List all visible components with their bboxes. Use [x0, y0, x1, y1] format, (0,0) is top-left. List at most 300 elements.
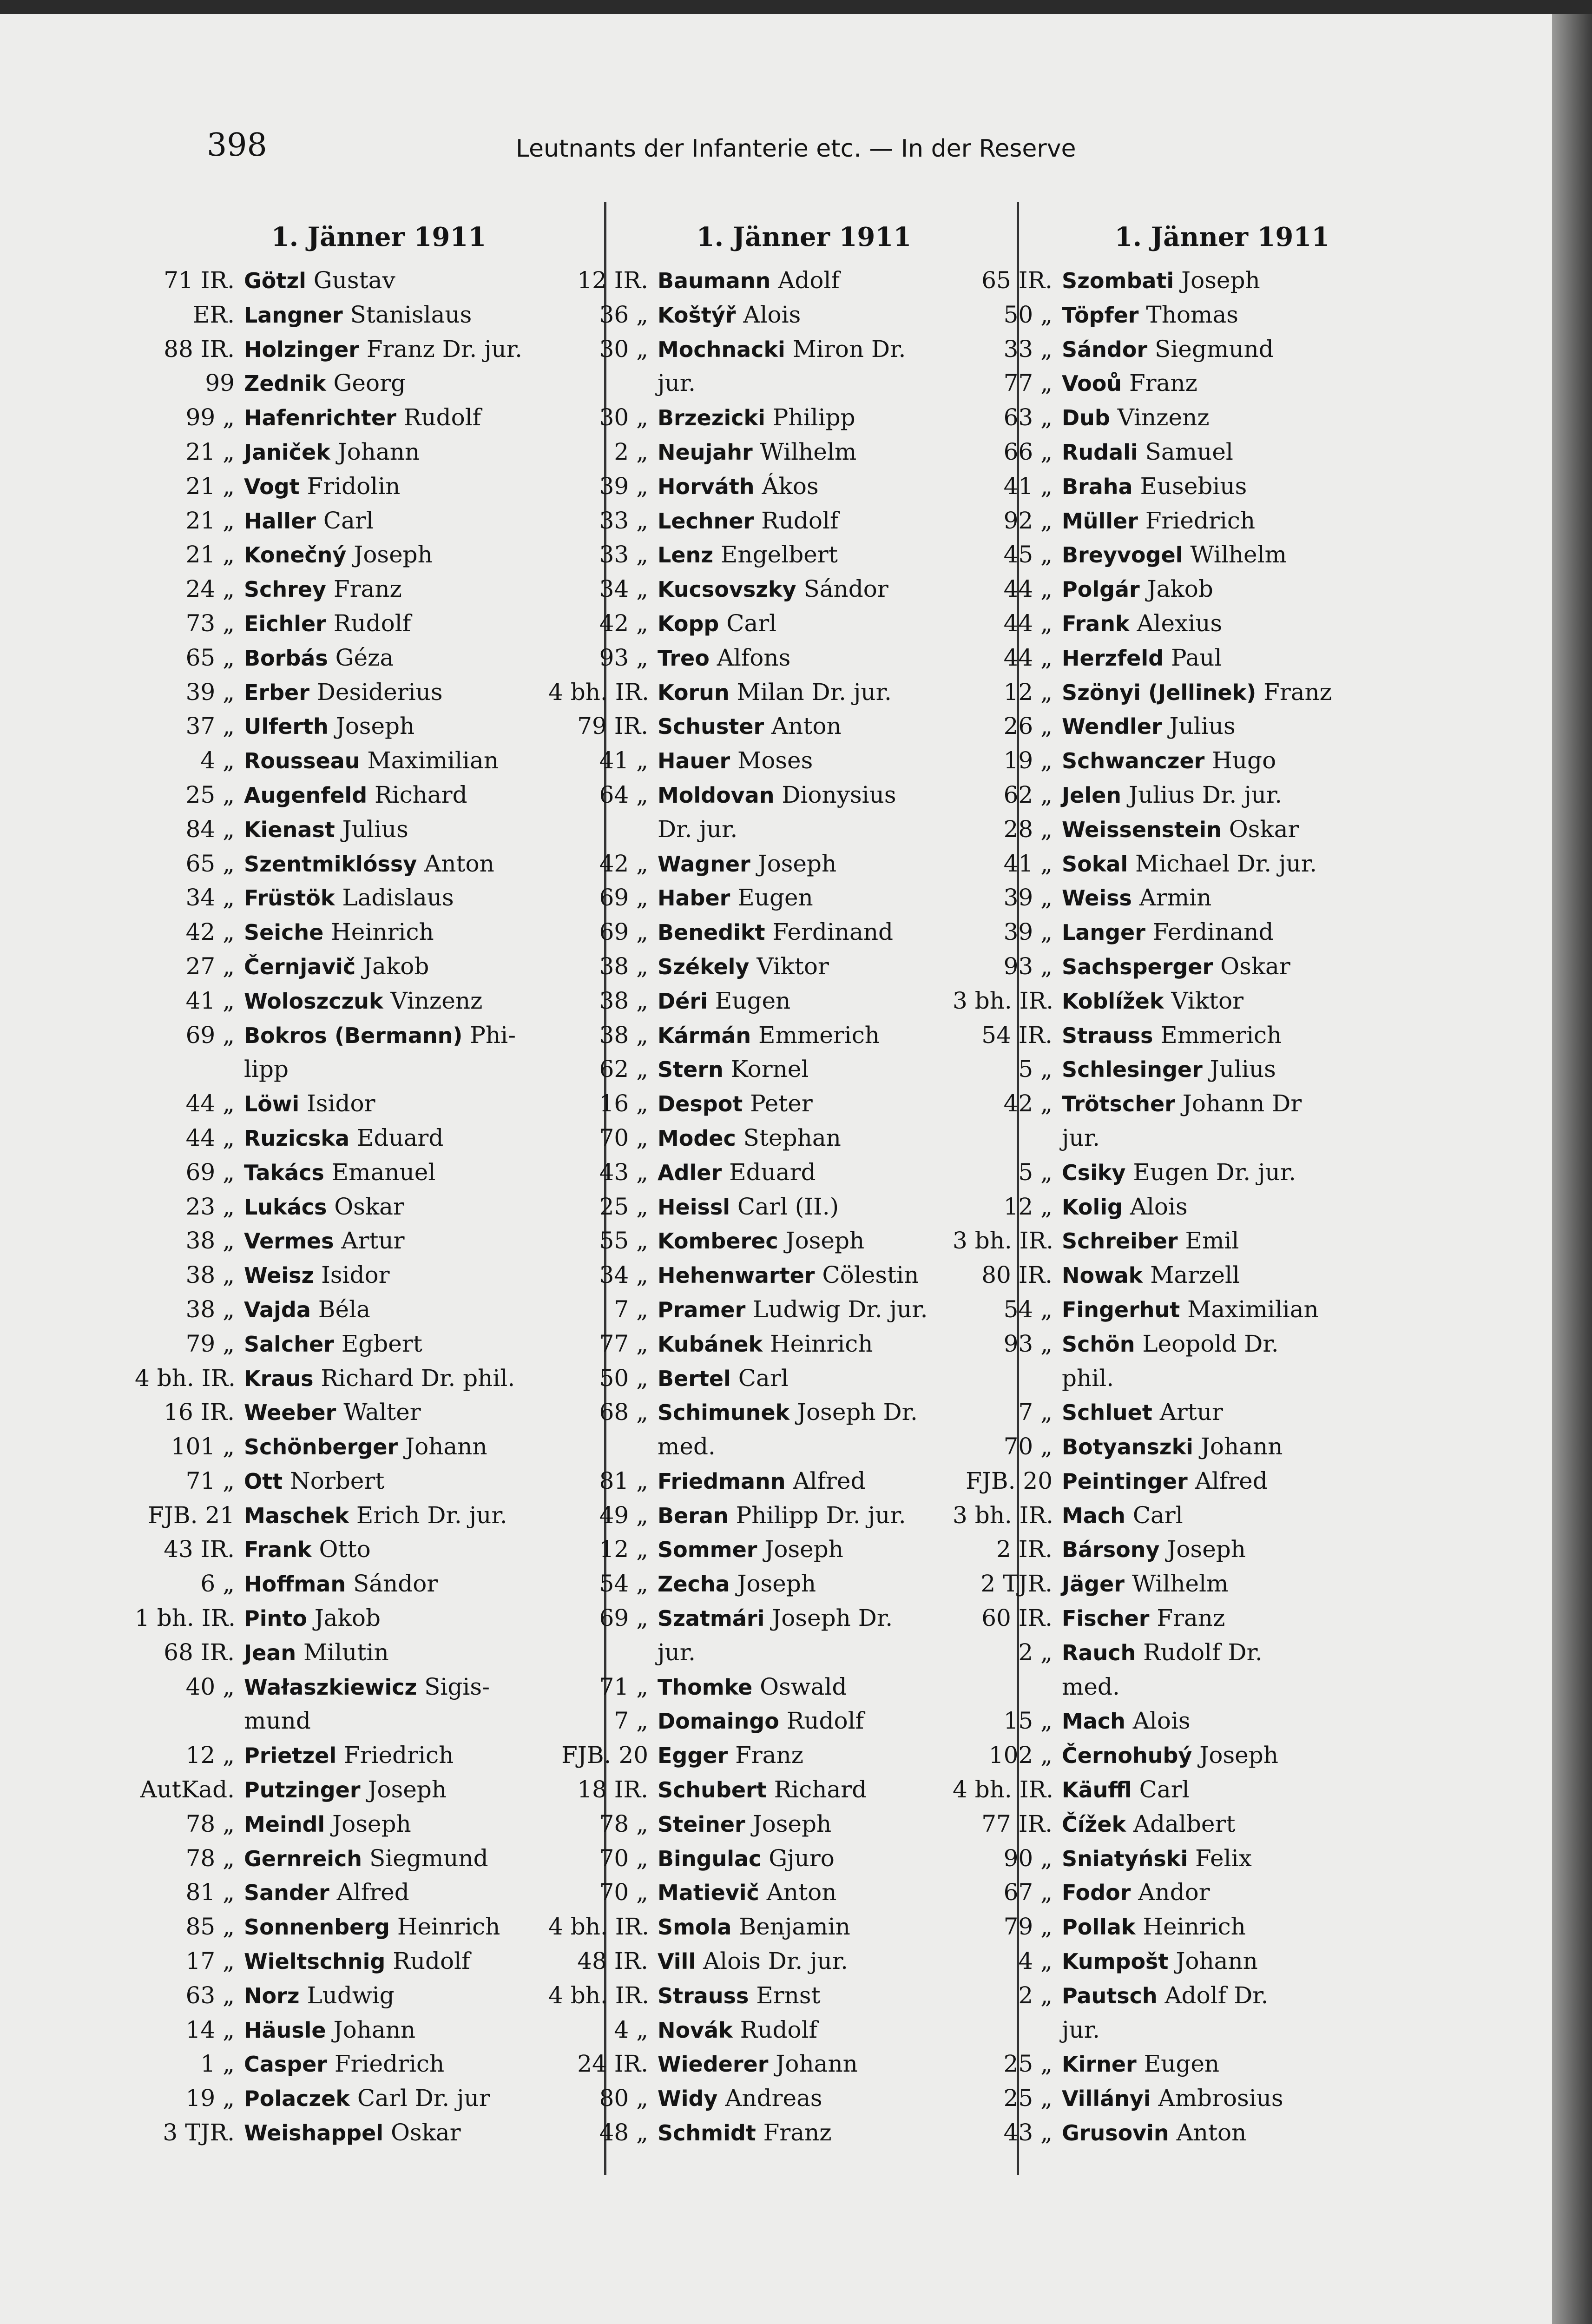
list-entry	[548, 2116, 957, 2150]
entry-name	[658, 401, 855, 436]
given-name-and-title: Adolf Dr.	[1157, 1981, 1269, 2009]
surname: Herzfeld	[1062, 645, 1164, 671]
regiment-number: 21 „	[185, 541, 235, 568]
list-entry	[548, 709, 957, 744]
list-entry	[953, 950, 1362, 984]
regiment-number: 39 „	[599, 472, 648, 500]
list-entry	[953, 1738, 1362, 1773]
given-name-and-title: Julius	[335, 815, 408, 843]
entry-name	[244, 504, 374, 539]
given-name-and-title: Jakob	[1139, 575, 1213, 603]
regiment-number: 36 „	[599, 301, 648, 328]
given-name-and-title: Alfred	[329, 1879, 409, 1906]
list-entry	[953, 435, 1362, 469]
entry-continuation-text: med.	[658, 1433, 716, 1460]
entry-name	[244, 1327, 422, 1362]
given-name-and-title: Eusebius	[1132, 472, 1247, 500]
list-entry	[548, 950, 957, 984]
regiment-number: 54 „	[1003, 1295, 1053, 1323]
list-entry	[953, 1601, 1362, 1636]
list-entry	[548, 847, 957, 881]
given-name-and-title: Emanuel	[324, 1158, 436, 1186]
entry-name	[244, 1018, 516, 1053]
regiment-number: 4 bh. IR.	[953, 1776, 1053, 1803]
surname: Wagner	[658, 851, 750, 877]
list-entry	[548, 1773, 957, 1807]
surname: Putzinger	[244, 1777, 361, 1803]
regiment-number: 45 „	[1003, 541, 1053, 568]
regiment-number: 42 „	[599, 850, 648, 877]
given-name-and-title: Jakob	[307, 1604, 381, 1632]
regiment-number: 80 IR.	[981, 1261, 1053, 1289]
regiment-number: 41 „	[599, 747, 648, 774]
surname: Jean	[244, 1640, 296, 1665]
surname: Bingulac	[658, 1846, 762, 1871]
list-entry	[953, 1224, 1362, 1258]
regiment-number: 84 „	[185, 815, 235, 843]
surname: Fischer	[1062, 1606, 1150, 1631]
given-name-and-title: Adalbert	[1126, 1810, 1236, 1837]
regiment-number: 39 „	[1003, 884, 1053, 911]
regiment-number: 2 TJR.	[980, 1570, 1053, 1598]
given-name-and-title: Anton	[417, 850, 494, 877]
entry-name	[658, 1670, 847, 1705]
surname: Sándor	[1062, 337, 1148, 362]
entry-name	[244, 1636, 389, 1670]
entry-name	[1062, 435, 1233, 470]
given-name-and-title: Joseph	[346, 541, 433, 568]
entry-name	[244, 538, 433, 573]
list-entry	[953, 332, 1362, 367]
given-name-and-title: Emmerich	[1153, 1021, 1282, 1049]
list-entry	[135, 1910, 544, 1944]
list-entry	[135, 675, 544, 710]
given-name-and-title: Eduard	[722, 1158, 816, 1186]
regiment-number: 30 „	[599, 404, 648, 431]
entry-name	[244, 1361, 515, 1396]
list-entry	[135, 1430, 544, 1464]
given-name-and-title: Viktor	[749, 952, 829, 980]
surname: Vermes	[244, 1228, 334, 1254]
given-name-and-title: Oswald	[752, 1673, 847, 1700]
regiment-number: 7 „	[1018, 1399, 1053, 1426]
regiment-number: 65 „	[185, 850, 235, 877]
regiment-number: 79 „	[185, 1330, 235, 1357]
regiment-number: 4 bh. IR.	[135, 1364, 236, 1392]
given-name-and-title: Michael Dr. jur.	[1128, 850, 1317, 877]
given-name-and-title: Johann	[1168, 1948, 1258, 1975]
given-name-and-title: Cölestin	[815, 1261, 919, 1289]
entry-name	[1062, 1430, 1283, 1465]
given-name-and-title: Gustav	[306, 267, 395, 294]
given-name-and-title: Moses	[730, 747, 813, 774]
given-name-and-title: Rudolf	[779, 1707, 864, 1735]
regiment-number: 78 „	[599, 1810, 648, 1837]
list-entry	[953, 2116, 1362, 2150]
given-name-and-title: Dionysius	[774, 781, 896, 808]
regiment-number: 37 „	[185, 713, 235, 740]
surname: Hehenwarter	[658, 1263, 815, 1288]
given-name-and-title: Rudolf	[754, 507, 839, 534]
surname: Weeber	[244, 1400, 336, 1426]
entry-name	[244, 1875, 409, 1910]
given-name-and-title: Artur	[1152, 1399, 1223, 1426]
regiment-number: 12 „	[1003, 1193, 1053, 1220]
given-name-and-title: Adolf	[770, 267, 840, 294]
surname: Wieltschnig	[244, 1949, 386, 1974]
given-name-and-title: Alois Dr. jur.	[696, 1948, 849, 1975]
surname: Eichler	[244, 611, 326, 636]
given-name-and-title: Julius Dr. jur.	[1121, 781, 1283, 808]
list-entry	[953, 1807, 1362, 1842]
surname: Déri	[658, 988, 708, 1014]
entry-name	[244, 1567, 438, 1602]
list-entry-continuation	[548, 1636, 957, 1670]
entry-name	[1062, 1293, 1319, 1327]
given-name-and-title: Ernst	[749, 1981, 821, 2009]
surname: Lechner	[658, 508, 754, 534]
entry-name	[1062, 298, 1238, 333]
surname: Weiss	[1062, 885, 1132, 911]
surname: Szatmári	[658, 1606, 765, 1631]
entry-name	[1062, 1601, 1225, 1636]
given-name-and-title: Carl Dr. jur	[349, 2085, 490, 2112]
given-name-and-title: Phi-	[462, 1021, 516, 1049]
surname: Frank	[1062, 611, 1130, 636]
given-name-and-title: Emmerich	[751, 1021, 880, 1049]
given-name-and-title: Joseph	[1174, 267, 1260, 294]
given-name-and-title: Felix	[1188, 1844, 1252, 1872]
list-entry	[953, 572, 1362, 607]
list-entry	[548, 1532, 957, 1567]
surname: Fodor	[1062, 1880, 1131, 1906]
list-entry	[548, 1052, 957, 1087]
regiment-number: 15 „	[1003, 1707, 1053, 1735]
entry-name	[1062, 1738, 1278, 1773]
surname: Widy	[658, 2086, 718, 2112]
regiment-number: 25 „	[1003, 2050, 1053, 2078]
surname: Breyvogel	[1062, 542, 1183, 568]
entry-name	[658, 709, 842, 744]
given-name-and-title: Carl	[1125, 1501, 1183, 1529]
surname: Heissl	[658, 1194, 730, 1220]
list-entry	[953, 1944, 1362, 1979]
surname: Botyanszki	[1062, 1434, 1193, 1460]
surname: Rousseau	[244, 748, 360, 774]
regiment-number: 77 IR.	[981, 1810, 1053, 1837]
list-entry	[135, 1361, 544, 1396]
list-entry	[548, 1018, 957, 1053]
regiment-number: 38 „	[599, 952, 648, 980]
entry-name	[1062, 675, 1332, 710]
list-entry	[548, 401, 957, 435]
entry-name	[1062, 778, 1282, 813]
list-entry	[953, 469, 1362, 504]
given-name-and-title: Benjamin	[731, 1913, 850, 1941]
entry-name	[658, 675, 892, 710]
surname: Schimunek	[658, 1400, 790, 1426]
entry-name	[1062, 1567, 1229, 1602]
surname: Kolig	[1062, 1194, 1123, 1220]
entry-name	[1062, 1395, 1223, 1430]
list-entry	[548, 1155, 957, 1190]
regiment-number: 34 „	[599, 1261, 648, 1289]
given-name-and-title: Richard Dr. phil.	[313, 1364, 515, 1392]
given-name-and-title: Paul	[1164, 644, 1222, 671]
given-name-and-title: Franz	[728, 1742, 804, 1769]
entry-name	[658, 607, 776, 641]
given-name-and-title: Erich Dr. jur.	[349, 1501, 507, 1529]
given-name-and-title: Rudolf	[326, 609, 411, 637]
surname: Schuster	[658, 714, 764, 739]
entry-name	[658, 1464, 866, 1499]
regiment-number: 93 „	[1003, 952, 1053, 980]
regiment-number: 48 „	[599, 2119, 648, 2146]
entry-name	[1062, 366, 1197, 401]
given-name-and-title: Andor	[1131, 1879, 1210, 1906]
list-entry	[135, 881, 544, 915]
list-entry	[548, 1704, 957, 1738]
regiment-number: 3 bh. IR.	[953, 1501, 1053, 1529]
regiment-number: 1 „	[200, 2050, 235, 2078]
regiment-number: AutKad.	[140, 1776, 235, 1803]
regiment-number: 38 „	[185, 1227, 235, 1254]
list-entry	[953, 641, 1362, 675]
given-name-and-title: Sándor	[346, 1570, 438, 1598]
given-name-and-title: Walter	[336, 1399, 421, 1426]
given-name-and-title: Joseph	[328, 713, 415, 740]
surname: Weissenstein	[1062, 817, 1222, 842]
given-name-and-title: Heinrich	[389, 1913, 500, 1941]
given-name-and-title: Joseph	[745, 1810, 832, 1837]
entry-name	[244, 1601, 381, 1636]
entry-name	[1062, 950, 1290, 984]
surname: Sokal	[1062, 851, 1128, 877]
entry-name	[244, 1224, 405, 1259]
given-name-and-title: Alfons	[709, 644, 791, 671]
surname: Komberec	[658, 1228, 778, 1254]
list-entry	[953, 675, 1362, 710]
entry-name	[658, 1944, 848, 1979]
given-name-and-title: Joseph Dr.	[764, 1604, 893, 1632]
officer-list-column-1	[135, 264, 544, 2150]
surname: Schwanczer	[1062, 748, 1205, 774]
surname: Käuffl	[1062, 1777, 1132, 1803]
given-name-and-title: Heinrich	[763, 1330, 873, 1357]
entry-name	[244, 778, 467, 813]
regiment-number: 48 IR.	[577, 1948, 648, 1975]
regiment-number: 27 „	[185, 952, 235, 980]
page-edge-shadow	[1552, 14, 1592, 2324]
regiment-number: 54 „	[599, 1570, 648, 1598]
regiment-number: 3 bh. IR.	[953, 987, 1053, 1014]
regiment-number: 24 „	[185, 575, 235, 603]
regiment-number: 67 „	[1003, 1879, 1053, 1906]
regiment-number: 71 IR.	[164, 267, 235, 294]
regiment-number: ER.	[192, 301, 235, 328]
surname: Benedikt	[658, 920, 765, 945]
surname: Kienast	[244, 817, 335, 842]
given-name-and-title: Joseph	[757, 1536, 843, 1563]
entry-name	[1062, 1018, 1282, 1053]
list-entry	[135, 1499, 544, 1533]
surname: Woloszczuk	[244, 988, 383, 1014]
given-name-and-title: Milutin	[296, 1638, 389, 1666]
entry-name	[244, 1087, 375, 1122]
list-entry-continuation	[548, 812, 957, 847]
surname: Kraus	[244, 1366, 314, 1391]
surname: Müller	[1062, 508, 1138, 534]
given-name-and-title: Wilhelm	[752, 438, 857, 465]
surname: Egger	[658, 1743, 728, 1769]
given-name-and-title: Joseph	[360, 1776, 447, 1803]
list-entry	[953, 1773, 1362, 1807]
given-name-and-title: Marzell	[1143, 1261, 1240, 1289]
surname: Lukács	[244, 1194, 327, 1220]
given-name-and-title: Johann	[1193, 1433, 1283, 1460]
entry-name	[658, 298, 801, 333]
regiment-number: 21 „	[185, 472, 235, 500]
list-entry	[135, 641, 544, 675]
list-entry	[135, 1807, 544, 1842]
regiment-number: 102 „	[988, 1742, 1053, 1769]
regiment-number: 85 „	[185, 1913, 235, 1941]
list-entry	[548, 778, 957, 812]
given-name-and-title: Rudolf	[396, 404, 481, 431]
list-entry	[548, 881, 957, 915]
surname: Fingerhut	[1062, 1297, 1180, 1322]
list-entry	[953, 1636, 1362, 1670]
surname: Salcher	[244, 1331, 334, 1357]
surname: Ott	[244, 1468, 283, 1494]
surname: Schmidt	[658, 2120, 756, 2146]
given-name-and-title: Rudolf Dr.	[1136, 1638, 1263, 1666]
list-entry	[953, 298, 1362, 332]
entry-name	[1062, 1258, 1240, 1293]
entry-name	[658, 1361, 789, 1396]
entry-name	[244, 950, 429, 984]
given-name-and-title: Emil	[1178, 1227, 1239, 1254]
given-name-and-title: Maximilian	[1180, 1295, 1319, 1323]
regiment-number: 69 „	[185, 1158, 235, 1186]
given-name-and-title: Norbert	[283, 1467, 385, 1494]
entry-name	[244, 1910, 500, 1945]
entry-name	[1062, 984, 1243, 1019]
given-name-and-title: Johann Dr	[1175, 1090, 1302, 1117]
list-entry	[548, 1670, 957, 1704]
list-entry	[953, 1910, 1362, 1944]
given-name-and-title: Joseph	[730, 1570, 816, 1598]
given-name-and-title: Ferdinand	[1145, 918, 1274, 946]
surname: Löwi	[244, 1091, 300, 1117]
entry-continuation-text: Dr. jur.	[658, 815, 738, 843]
list-entry	[953, 984, 1362, 1018]
entry-name	[658, 1224, 864, 1259]
regiment-number: 65 IR.	[981, 267, 1053, 294]
entry-name	[1062, 1979, 1269, 2014]
list-entry	[953, 778, 1362, 812]
entry-name	[658, 1842, 835, 1876]
entry-name	[658, 538, 838, 573]
surname: Kumpošt	[1062, 1949, 1169, 1974]
list-entry	[548, 2081, 957, 2116]
regiment-number: 54 IR.	[981, 1021, 1053, 1049]
entry-name	[244, 847, 494, 882]
list-entry	[953, 1258, 1362, 1293]
entry-name	[244, 1670, 490, 1705]
list-entry-continuation	[548, 1430, 957, 1464]
list-entry	[135, 401, 544, 435]
given-name-and-title: Egbert	[334, 1330, 422, 1357]
entry-name	[244, 1121, 443, 1156]
surname: Wałaszkiewicz	[244, 1674, 417, 1700]
regiment-number: 17 „	[185, 1948, 235, 1975]
entry-name	[1062, 1532, 1246, 1567]
entry-name	[658, 2116, 832, 2151]
list-entry	[135, 1842, 544, 1876]
entry-name	[244, 1807, 411, 1842]
list-entry	[548, 915, 957, 950]
list-entry	[953, 1430, 1362, 1464]
surname: Strauss	[1062, 1023, 1153, 1048]
regiment-number: 24 IR.	[577, 2050, 648, 2078]
regiment-number: 40 „	[185, 1673, 235, 1700]
given-name-and-title: Alois	[1122, 1193, 1188, 1220]
entry-name	[1062, 1464, 1268, 1499]
list-entry	[953, 915, 1362, 950]
list-entry	[135, 264, 544, 298]
list-entry	[135, 1293, 544, 1327]
given-name-and-title: Siegmund	[1147, 335, 1274, 363]
given-name-and-title: Eugen	[707, 987, 791, 1014]
surname: Prietzel	[244, 1743, 337, 1769]
entry-name	[658, 641, 790, 676]
list-entry	[548, 2047, 957, 2081]
surname: Hauer	[658, 748, 730, 774]
list-entry	[548, 1293, 957, 1327]
entry-name	[1062, 1842, 1252, 1876]
list-entry	[953, 1704, 1362, 1738]
surname: Langer	[1062, 920, 1145, 945]
surname: Bársony	[1062, 1537, 1160, 1563]
regiment-number: 39 „	[185, 678, 235, 706]
given-name-and-title: Johann	[326, 2016, 416, 2043]
entry-name	[658, 1807, 831, 1842]
entry-name	[658, 2081, 822, 2116]
surname: Polgár	[1062, 577, 1140, 602]
surname: Pinto	[244, 1606, 307, 1631]
regiment-number: 2 „	[1018, 1981, 1053, 2009]
entry-name	[244, 2047, 444, 2082]
list-entry-continuation	[135, 1704, 544, 1738]
entry-name	[1062, 2116, 1246, 2151]
entry-name	[1062, 469, 1247, 504]
surname: Peintinger	[1062, 1468, 1188, 1494]
list-entry	[953, 1532, 1362, 1567]
regiment-number: 93 „	[1003, 1330, 1053, 1357]
list-entry	[135, 709, 544, 744]
given-name-and-title: Carl	[1132, 1776, 1190, 1803]
surname: Strauss	[658, 1983, 749, 2008]
given-name-and-title: Géza	[328, 644, 394, 671]
regiment-number: 25 „	[599, 1193, 648, 1220]
surname: Szönyi (Jellinek)	[1062, 680, 1256, 705]
entry-name	[244, 332, 522, 367]
given-name-and-title: Eduard	[349, 1124, 444, 1151]
list-entry	[548, 1979, 957, 2013]
regiment-number: 41 „	[1003, 472, 1053, 500]
given-name-and-title: Joseph	[325, 1810, 411, 1837]
